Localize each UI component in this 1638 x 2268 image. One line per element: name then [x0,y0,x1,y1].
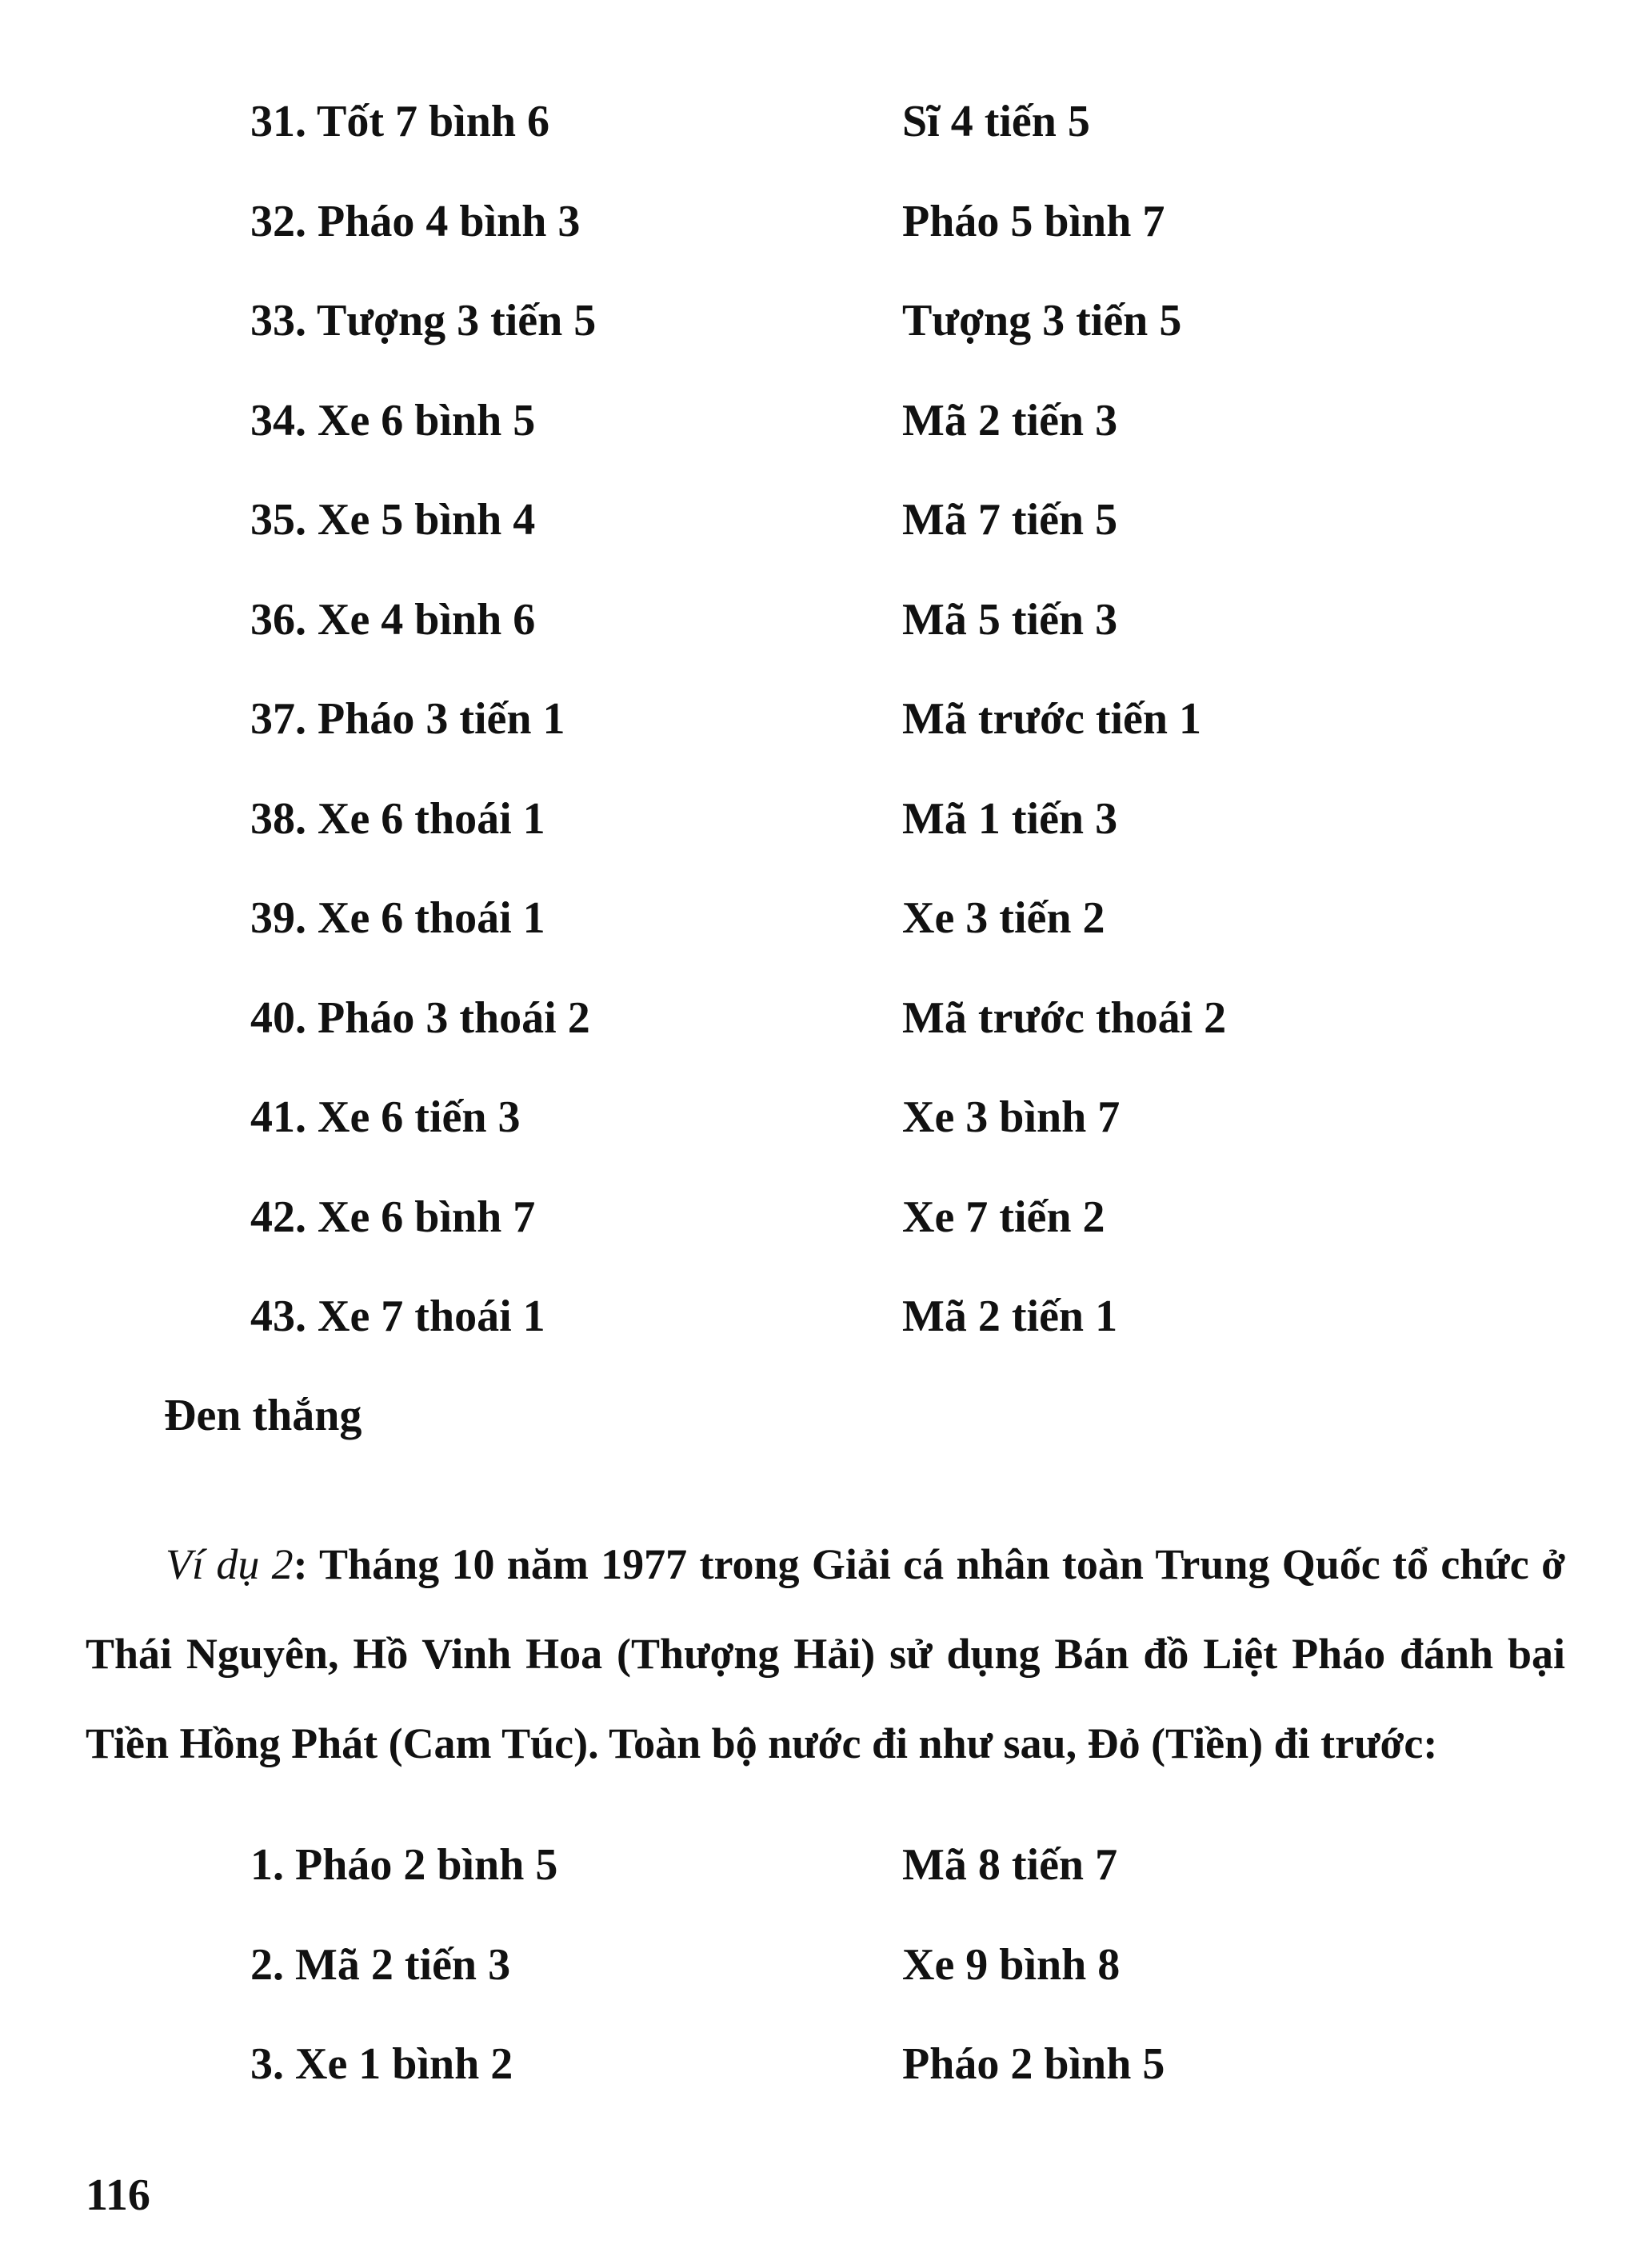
black-move: Mã 8 tiến 7 [902,1840,1118,1890]
move-row [0,371,1638,471]
black-move: Mã 1 tiến 3 [902,793,1118,844]
move-row [0,1168,1638,1268]
move-row [0,2014,1638,2114]
move-row [0,172,1638,272]
red-move: 2. Mã 2 tiến 3 [250,1939,511,1990]
red-move: 35. Xe 5 bình 4 [250,495,536,545]
black-move: Xe 3 bình 7 [902,1092,1121,1142]
move-row [0,470,1638,570]
move-row [0,769,1638,869]
red-move: 37. Pháo 3 tiến 1 [250,694,565,744]
red-move: 42. Xe 6 bình 7 [250,1192,536,1242]
move-row [0,72,1638,172]
red-move: 36. Xe 4 bình 6 [250,594,536,645]
move-row [0,968,1638,1068]
example-text: : Tháng 10 năm 1977 trong Giải cá nhân toàn Trung Quốc tổ chức ở Thái Nguyên, Hồ Vinh Hoa (Thượng Hải) sử dụng Bán đồ Liệt Pháo đánh bại Tiền Hồng Phát (Cam Túc). Toàn bộ nước đi như sau, Đỏ (Tiền) đi trước: [86,1540,1565,1767]
game-result: Đen thắng [164,1391,362,1440]
red-move: 43. Xe 7 thoái 1 [250,1292,545,1341]
black-move: Pháo 2 bình 5 [902,2039,1165,2089]
red-move: 38. Xe 6 thoái 1 [250,793,545,844]
red-move: 32. Pháo 4 bình 3 [250,196,581,246]
move-row [0,1815,1638,1915]
move-list-continuation [0,72,1638,1367]
black-move: Sĩ 4 tiến 5 [902,97,1090,146]
move-list-example-2 [0,1815,1638,2114]
move-row [0,271,1638,371]
move-row [0,669,1638,769]
red-move: 1. Pháo 2 bình 5 [250,1840,558,1890]
red-move: 33. Tượng 3 tiến 5 [250,296,597,345]
red-move: 41. Xe 6 tiến 3 [250,1092,521,1142]
move-row [0,1915,1638,2015]
red-move: 31. Tốt 7 bình 6 [250,97,549,146]
move-row [0,1267,1638,1367]
red-move: 39. Xe 6 thoái 1 [250,893,545,943]
black-move: Mã 5 tiến 3 [902,594,1118,645]
move-row [0,868,1638,968]
example-paragraph [86,1519,1565,1788]
red-move: 34. Xe 6 bình 5 [250,395,536,445]
black-move: Xe 9 bình 8 [902,1939,1121,1990]
red-move: 3. Xe 1 bình 2 [250,2039,513,2089]
black-move: Xe 3 tiến 2 [902,893,1105,943]
black-move: Pháo 5 bình 7 [902,196,1165,246]
move-row [0,570,1638,670]
black-move: Xe 7 tiến 2 [902,1192,1105,1242]
black-move: Mã 2 tiến 3 [902,395,1118,445]
move-row [0,1068,1638,1168]
example-label: Ví dụ 2 [166,1540,294,1588]
black-move: Mã 2 tiến 1 [902,1292,1118,1341]
page-number: 116 [86,2170,150,2220]
black-move: Tượng 3 tiến 5 [902,296,1182,345]
black-move: Mã 7 tiến 5 [902,495,1118,545]
red-move: 40. Pháo 3 thoái 2 [250,992,590,1043]
black-move: Mã trước thoái 2 [902,992,1227,1043]
black-move: Mã trước tiến 1 [902,694,1202,744]
